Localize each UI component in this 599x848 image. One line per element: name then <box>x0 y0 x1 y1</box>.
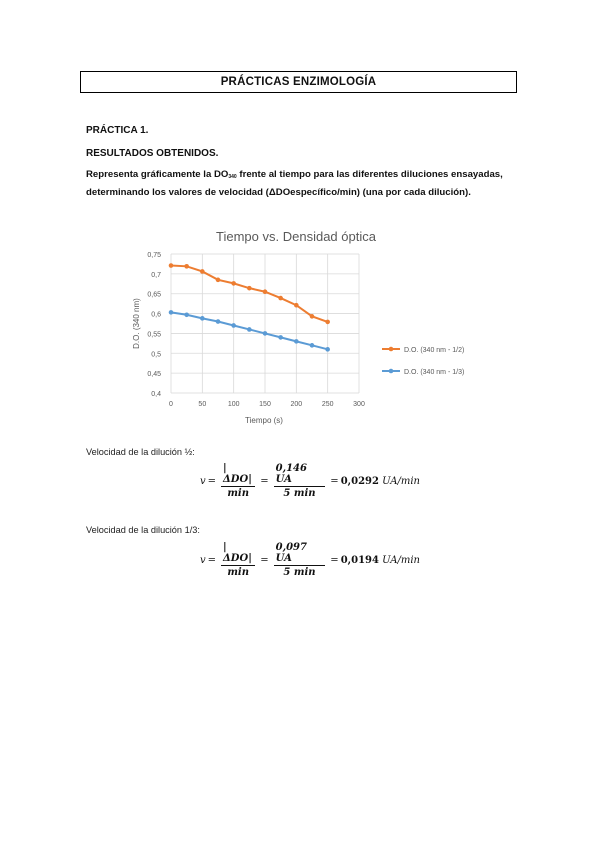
data-point <box>325 347 330 352</box>
x-tick-label: 250 <box>321 401 334 408</box>
formula-unit: UA/min <box>382 554 420 566</box>
formula-denominator: min <box>227 488 249 499</box>
formula-numerator: 0,146 UA <box>274 463 326 487</box>
y-tick-label: 0,65 <box>147 291 161 299</box>
task-text-end: frente al tiempo para las diferentes diluciones ensayadas, determinando los valores de velocidad (ΔDOespecífico/min) (una por cada dilución). <box>86 169 503 198</box>
x-tick-label: 200 <box>290 401 303 408</box>
y-tick-label: 0,45 <box>147 371 161 379</box>
velocity-third-label: Velocidad de la dilución 1/3: <box>86 525 200 535</box>
x-tick-label: 300 <box>353 401 365 408</box>
task-subscript: 340 <box>228 174 237 180</box>
velocity-half-formula <box>200 464 420 498</box>
formula-equals: = <box>207 475 217 487</box>
results-heading: RESULTADOS OBTENIDOS. <box>86 148 219 159</box>
page-title: PRÁCTICAS ENZIMOLOGÍA <box>80 71 517 93</box>
data-point <box>184 264 189 269</box>
chart <box>126 222 476 434</box>
data-point <box>216 319 221 324</box>
y-tick-label: 0,7 <box>151 271 161 279</box>
formula-fraction-symbolic <box>221 542 255 578</box>
task-text-start: Representa gráficamente la DO <box>86 169 229 180</box>
formula-denominator: min <box>227 567 249 578</box>
data-point <box>310 314 315 319</box>
data-point <box>263 331 268 336</box>
data-point <box>263 289 268 294</box>
formula-fraction-values <box>274 463 326 499</box>
data-point <box>184 312 189 317</box>
data-point <box>294 339 299 344</box>
data-point <box>231 281 236 286</box>
chart-svg <box>126 222 476 434</box>
x-tick-label: 100 <box>227 401 240 408</box>
x-tick-label: 150 <box>259 401 271 408</box>
x-axis-label: Tiempo (s) <box>245 416 283 425</box>
legend-label: D.O. (340 nm - 1/3) <box>404 369 465 376</box>
formula-equals: = <box>207 554 217 566</box>
formula-result: 0,0194 <box>340 554 379 566</box>
formula-fraction-values <box>274 542 326 578</box>
formula-numerator: 0,097 UA <box>274 542 326 566</box>
data-point <box>247 286 252 291</box>
velocity-third-formula <box>200 543 420 577</box>
data-point <box>200 269 205 274</box>
data-point <box>278 335 283 340</box>
formula-equals: = <box>330 475 339 487</box>
formula-v: v <box>200 554 206 566</box>
practice-heading: PRÁCTICA 1. <box>86 125 149 136</box>
data-point <box>216 278 221 283</box>
formula-equals: = <box>260 475 269 487</box>
task-statement <box>86 167 506 200</box>
velocity-half-label: Velocidad de la dilución ½: <box>86 447 195 457</box>
y-tick-label: 0,75 <box>147 252 161 259</box>
data-point <box>310 343 315 348</box>
chart-title: Tiempo vs. Densidad óptica <box>216 229 376 244</box>
data-point <box>294 303 299 308</box>
y-tick-label: 0,4 <box>151 391 161 398</box>
legend-marker <box>389 347 394 352</box>
data-point <box>278 296 283 301</box>
data-point <box>247 327 252 332</box>
formula-result: 0,0292 <box>340 475 379 487</box>
formula-equals: = <box>330 554 339 566</box>
data-point <box>325 320 330 325</box>
legend-marker <box>389 369 394 374</box>
formula-denominator: 5 min <box>283 488 316 499</box>
formula-fraction-symbolic <box>221 463 255 499</box>
y-tick-label: 0,6 <box>151 311 161 319</box>
x-tick-label: 50 <box>198 401 207 408</box>
y-tick-label: 0,5 <box>151 351 161 359</box>
data-point <box>169 263 174 268</box>
data-point <box>231 323 236 328</box>
legend-label: D.O. (340 nm - 1/2) <box>404 347 465 354</box>
y-tick-label: 0,55 <box>147 331 161 339</box>
formula-equals: = <box>260 554 269 566</box>
y-axis-label: D.O. (340 nm) <box>132 298 141 349</box>
formula-unit: UA/min <box>382 475 420 487</box>
x-tick-label: 0 <box>169 401 173 408</box>
formula-numerator: |ΔDO| <box>221 542 255 566</box>
formula-denominator: 5 min <box>283 567 316 578</box>
data-point <box>200 316 205 321</box>
formula-numerator: |ΔDO| <box>221 463 255 487</box>
formula-v: v <box>200 475 206 487</box>
data-point <box>169 310 174 315</box>
